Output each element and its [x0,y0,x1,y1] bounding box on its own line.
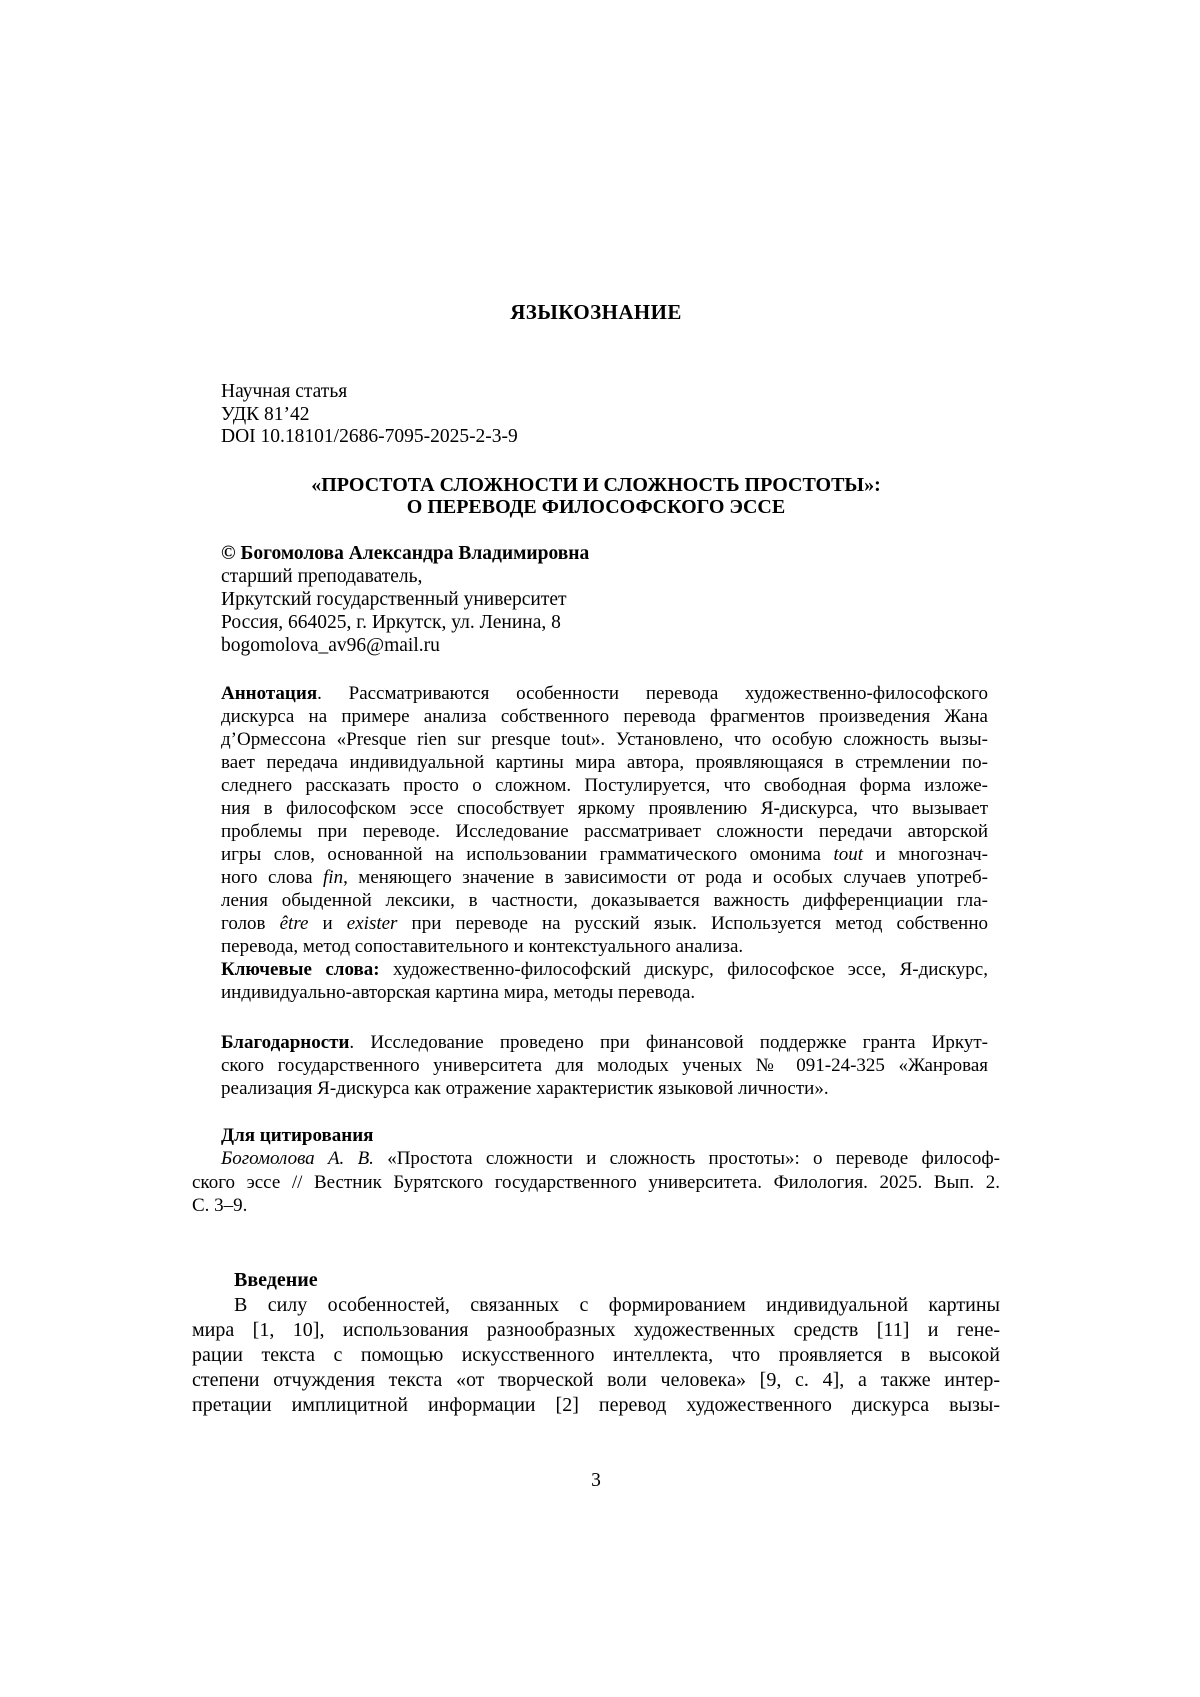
page-number: 3 [591,1470,601,1491]
doi-number: DOI 10.18101/2686-7095-2025-2-3-9 [221,426,518,447]
text-line [221,682,988,705]
udc-number: УДК 81’42 [221,403,310,425]
text-run: . Рассматриваются особенности перевода художественно-философского [317,683,988,704]
text-run: проблемы при переводе. Исследование рассматривает сложности передачи авторской [221,821,988,842]
abstract-paragraph [221,682,988,958]
text-run: ления обыденной лексики, в частности, доказывается важность дифференциации гла- [221,890,988,911]
text-run: и [308,913,347,934]
text-run: être [279,913,309,934]
text-line [221,1054,988,1077]
text-run: претации имплицитной информации [2] перевод художественного дискурса вызы- [192,1394,1000,1416]
text-run: Аннотация [221,683,318,704]
text-run: рации текста с помощью искусственного интеллекта, что проявляется в высокой [192,1344,1000,1366]
text-line [221,1031,988,1054]
text-line [192,1393,1000,1418]
text-run: следнего рассказать просто о сложном. Постулируется, что свободная форма изложе- [221,775,988,796]
text-run: fin [323,867,344,888]
text-run: ного слова [221,867,324,888]
text-line [221,797,988,820]
text-line [221,843,988,866]
text-run: ния в философском эссе способствует яркому проявлению Я-дискурса, что вызывает [221,798,988,819]
citation-paragraph [192,1147,1000,1218]
text-line [221,958,988,981]
text-line [221,889,988,912]
article-title-line1: «ПРОСТОТА СЛОЖНОСТИ И СЛОЖНОСТЬ ПРОСТОТЫ»: [311,474,881,496]
text-line [221,912,988,935]
text-run: художественно-философский дискурс, философское эссе, Я-дискурс, [379,959,988,980]
text-run: Ключевые слова: [221,959,380,980]
text-run: игры слов, основанной на использовании грамматического омонима [221,844,834,865]
text-run: д’Ормессона «Presque rien sur presque tout». Установлено, что особую сложность вызы- [221,729,988,750]
text-run: и многознач- [863,844,988,865]
text-line [192,1171,1000,1195]
text-run: exister [346,913,398,934]
text-run: В силу особенностей, связанных с формированием индивидуальной картины [234,1294,1000,1316]
text-run: степени отчуждения текста «от творческой воли человека» [9, с. 4], а также интер- [192,1369,1000,1391]
text-run: , меняющего значение в зависимости от рода и особых случаев употреб- [343,867,988,888]
text-line [192,1194,1000,1218]
text-line [221,774,988,797]
author-address: Россия, 664025, г. Иркутск, ул. Ленина, 8 [221,612,561,633]
text-line [192,1318,1000,1343]
citation-heading: Для цитирования [221,1125,374,1146]
author-name: © Богомолова Александра Владимировна [221,543,590,564]
text-line [221,935,988,958]
introduction-paragraph [192,1293,1000,1418]
article-type: Научная статья [221,381,348,402]
text-run: ского эссе // Вестник Бурятского государственного университета. Филология. 2025. Вып. 2. [192,1171,1000,1193]
article-title [192,474,1000,518]
text-run: . Исследование проведено при финансовой поддержке гранта Иркут- [349,1032,988,1053]
author-affiliation: Иркутский государственный университет [221,589,567,610]
text-run: tout [833,844,864,865]
text-run: мира [1, 10], использования разнообразных художественных средств [11] и гене- [192,1319,1000,1341]
section-header: ЯЗЫКОЗНАНИЕ [510,300,682,324]
text-line [221,705,988,728]
acknowledgments-paragraph [221,1031,988,1100]
text-run: при переводе на русский язык. Используется метод собственно [397,913,988,934]
text-line [221,866,988,889]
text-line [192,1147,1000,1171]
text-line [221,981,988,1004]
page-content [192,0,1000,1697]
text-run: Богомолова А. В. [221,1148,374,1169]
author-position: старший преподаватель, [221,566,423,587]
text-line [192,1368,1000,1393]
text-line [221,728,988,751]
text-run: дискурса на примере анализа собственного перевода фрагментов произведения Жана [221,706,988,727]
text-run: Благодарности [221,1032,350,1053]
text-run: перевода, метод сопоставительного и контекстуального анализа. [221,936,744,957]
introduction-heading: Введение [234,1269,318,1291]
text-line [221,820,988,843]
text-run: реализация Я-дискурса как отражение характеристик языковой личности». [221,1078,829,1099]
author-block [221,542,1000,657]
text-run: индивидуально-авторская картина мира, методы перевода. [221,982,696,1003]
text-line [192,1343,1000,1368]
text-line [221,1077,988,1100]
text-run: С. 3–9. [192,1195,248,1216]
author-email: bogomolova_av96@mail.ru [221,635,440,656]
text-run: голов [221,913,280,934]
text-line [221,751,988,774]
text-run: вает передача индивидуальной картины мира автора, проявляющаяся в стремлении по- [221,752,988,773]
text-line [192,1293,1000,1318]
text-run: «Простота сложности и сложность простоты»: о переводе философ- [373,1148,1000,1169]
article-title-line2: О ПЕРЕВОДЕ ФИЛОСОФСКОГО ЭССЕ [406,496,786,518]
text-run: ского государственного университета для молодых ученых № 091-24-325 «Жанровая [221,1055,988,1076]
article-meta [221,381,1000,449]
keywords-paragraph [221,958,988,1004]
